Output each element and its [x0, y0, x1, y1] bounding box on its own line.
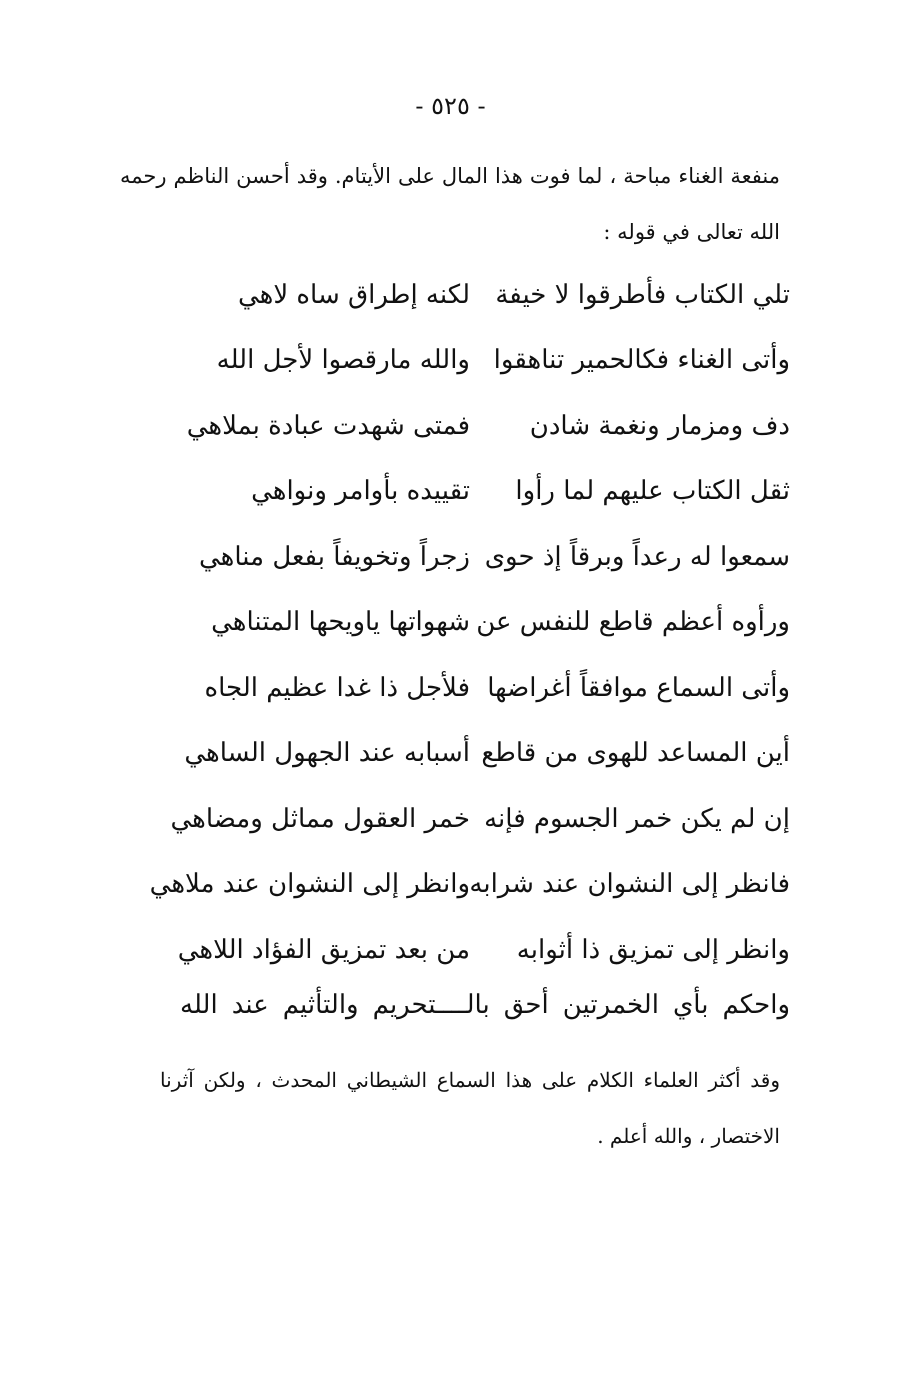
- verse-row: [180, 262, 790, 328]
- verse-second-hemistich: من بعد تمزيق الفؤاد اللاهي: [177, 934, 470, 965]
- page-number: - ٥٢٥ -: [415, 92, 486, 120]
- verse-second-hemistich: تقييده بأوامر ونواهي: [251, 476, 470, 507]
- verse-second-hemistich: فلأجل ذا غدا عظيم الجاه: [204, 672, 470, 703]
- verse-first-hemistich: أين المساعد للهوى من قاطع: [481, 738, 790, 769]
- verse-second-hemistich: شهواتها ياويحها المتناهي: [211, 607, 470, 638]
- verse-first-hemistich: وانظر إلى تمزيق ذا أثوابه: [516, 934, 790, 965]
- verse-row: [180, 590, 790, 656]
- verse-row: [177, 917, 790, 983]
- verse-row: [180, 459, 790, 525]
- verse-second-hemistich: زجراً وتخويفاً بفعل مناهي: [198, 541, 470, 572]
- intro-paragraph: منفعة الغناء مباحة ، لما فوت هذا المال على الأيتام. وقد أحسن الناظم رحمه الله تعالى في قوله :: [120, 164, 780, 244]
- verse-second-hemistich: خمر العقول مماثل ومضاهي: [170, 803, 470, 834]
- verse-row: [180, 721, 790, 787]
- verse-second-hemistich: وانظر إلى النشوان عند ملاهي: [149, 869, 470, 900]
- verse-first-hemistich: وأتى السماع موافقاً أغراضها: [487, 672, 790, 703]
- verse-first-hemistich: ورأوه أعظم قاطع للنفس عن: [476, 607, 790, 638]
- final-verse: واحكم بأي الخمرتين أحق بالــــتحريم والتأثيم عند الله: [180, 990, 790, 1020]
- verse-first-hemistich: دف ومزمار ونغمة شادن: [529, 410, 790, 441]
- verse-second-hemistich: أسبابه عند الجهول الساهي: [184, 738, 470, 769]
- closing-paragraph: وقد أكثر العلماء الكلام على هذا السماع الشيطاني المحدث ، ولكن آثرنا الاختصار ، والله أعلم .: [160, 1068, 780, 1148]
- verse-row: [180, 393, 790, 459]
- verse-row: [170, 786, 790, 852]
- verse-second-hemistich: والله مارقصوا لأجل الله: [216, 345, 470, 376]
- verse-row: [180, 328, 790, 394]
- verse-row: [180, 524, 790, 590]
- verse-row: [180, 655, 790, 721]
- verse-second-hemistich: فمتى شهدت عبادة بملاهي: [186, 410, 470, 441]
- verse-first-hemistich: تلي الكتاب فأطرقوا لا خيفة: [495, 279, 790, 310]
- verse-second-hemistich: لكنه إطراق ساه لاهي: [237, 279, 470, 310]
- verse-first-hemistich: ثقل الكتاب عليهم لما رأوا: [515, 476, 790, 507]
- verse-first-hemistich: فانظر إلى النشوان عند شرابه: [469, 869, 790, 900]
- poem: [149, 262, 790, 983]
- verse-row: [149, 852, 790, 918]
- verse-first-hemistich: سمعوا له رعداً وبرقاً إذ حوى: [484, 541, 790, 572]
- verse-first-hemistich: وأتى الغناء فكالحمير تناهقوا: [493, 345, 790, 376]
- verse-first-hemistich: إن لم يكن خمر الجسوم فإنه: [484, 803, 790, 834]
